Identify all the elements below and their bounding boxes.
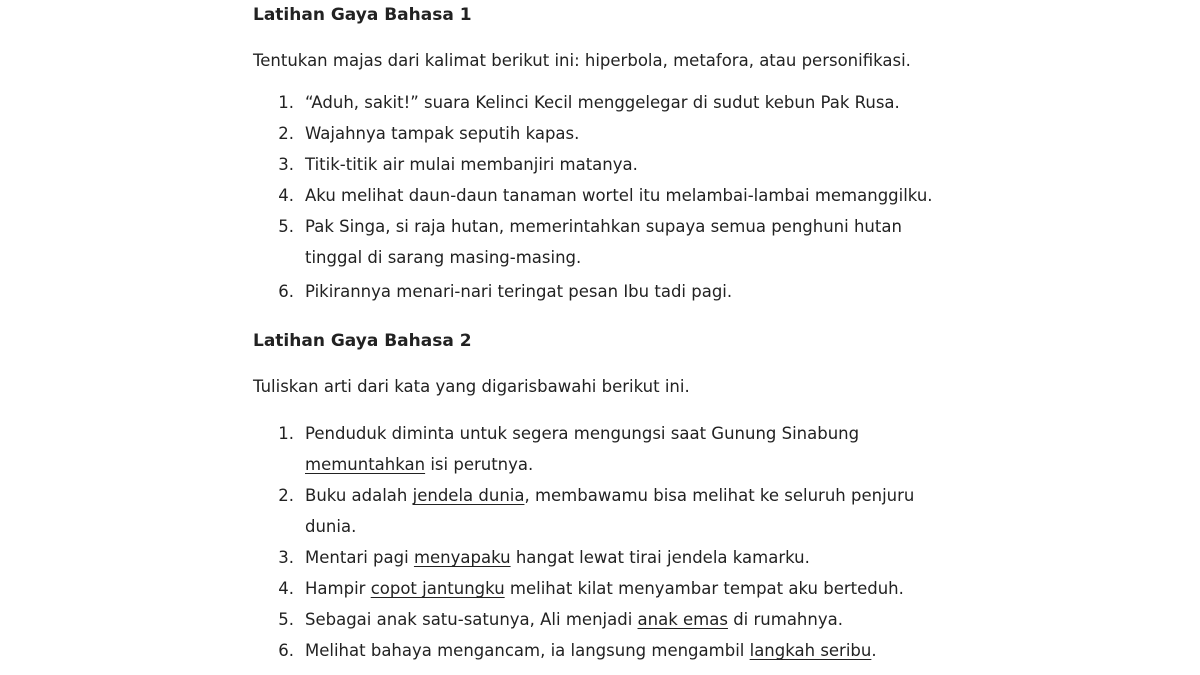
item-number: 6. bbox=[278, 641, 294, 660]
item-number: 2. bbox=[278, 124, 294, 143]
item-text-line: Pak Singa, si raja hutan, memerintahkan supaya semua penghuni hutan bbox=[305, 217, 902, 236]
item-text-line: Titik-titik air mulai membanjiri matanya. bbox=[305, 155, 638, 174]
item-number: 3. bbox=[278, 548, 294, 567]
item-text bbox=[305, 276, 732, 307]
item-text bbox=[305, 180, 933, 211]
underlined-phrase: memuntahkan bbox=[305, 455, 426, 474]
item-text-line: “Aduh, sakit!” suara Kelinci Kecil menggelegar di sudut kebun Pak Rusa. bbox=[305, 93, 900, 112]
underlined-phrase: copot jantungku bbox=[370, 579, 505, 598]
item-text-line: Buku adalah jendela dunia, membawamu bisa melihat ke seluruh penjuru bbox=[305, 486, 915, 505]
underlined-phrase: anak emas bbox=[637, 610, 728, 629]
item-number: 1. bbox=[278, 424, 294, 443]
item-text bbox=[305, 604, 843, 635]
item-text-line: dunia. bbox=[305, 517, 357, 536]
item-text bbox=[305, 542, 810, 573]
item-number: 5. bbox=[278, 217, 294, 236]
underlined-phrase: jendela dunia bbox=[412, 486, 525, 505]
item-number: 2. bbox=[278, 486, 294, 505]
item-text-line: Melihat bahaya mengancam, ia langsung mengambil langkah seribu. bbox=[305, 641, 877, 660]
item-text bbox=[305, 87, 900, 118]
item-text-line: memuntahkan isi perutnya. bbox=[305, 455, 534, 474]
item-text-line: tinggal di sarang masing-masing. bbox=[305, 248, 582, 267]
section-2-heading: Latihan Gaya Bahasa 2 bbox=[253, 331, 472, 351]
item-number: 3. bbox=[278, 155, 294, 174]
item-text bbox=[305, 573, 904, 604]
item-number: 4. bbox=[278, 579, 294, 598]
item-text-line: Aku melihat daun-daun tanaman wortel itu melambai-lambai memanggilku. bbox=[305, 186, 933, 205]
section-2-instruction: Tuliskan arti dari kata yang digarisbawahi berikut ini. bbox=[253, 377, 690, 396]
item-number: 4. bbox=[278, 186, 294, 205]
item-number: 1. bbox=[278, 93, 294, 112]
section-1-instruction: Tentukan majas dari kalimat berikut ini: hiperbola, metafora, atau personifikasi. bbox=[253, 51, 911, 70]
item-text-line: Penduduk diminta untuk segera mengungsi saat Gunung Sinabung bbox=[305, 424, 860, 443]
underlined-phrase: langkah seribu bbox=[749, 641, 872, 660]
item-text bbox=[305, 211, 902, 273]
item-text bbox=[305, 480, 914, 542]
item-number: 5. bbox=[278, 610, 294, 629]
item-text bbox=[305, 118, 579, 149]
item-text bbox=[305, 149, 638, 180]
underlined-phrase: menyapaku bbox=[413, 548, 511, 567]
item-text bbox=[305, 635, 877, 666]
item-text-line: Hampir copot jantungku melihat kilat menyambar tempat aku berteduh. bbox=[305, 579, 904, 598]
item-text-line: Mentari pagi menyapaku hangat lewat tirai jendela kamarku. bbox=[305, 548, 810, 567]
item-text bbox=[305, 418, 859, 480]
item-text-line: Wajahnya tampak seputih kapas. bbox=[305, 124, 580, 143]
item-text-line: Pikirannya menari-nari teringat pesan Ibu tadi pagi. bbox=[305, 282, 733, 301]
item-text-line: Sebagai anak satu-satunya, Ali menjadi anak emas di rumahnya. bbox=[305, 610, 843, 629]
item-number: 6. bbox=[278, 282, 294, 301]
section-1-heading: Latihan Gaya Bahasa 1 bbox=[253, 5, 472, 25]
